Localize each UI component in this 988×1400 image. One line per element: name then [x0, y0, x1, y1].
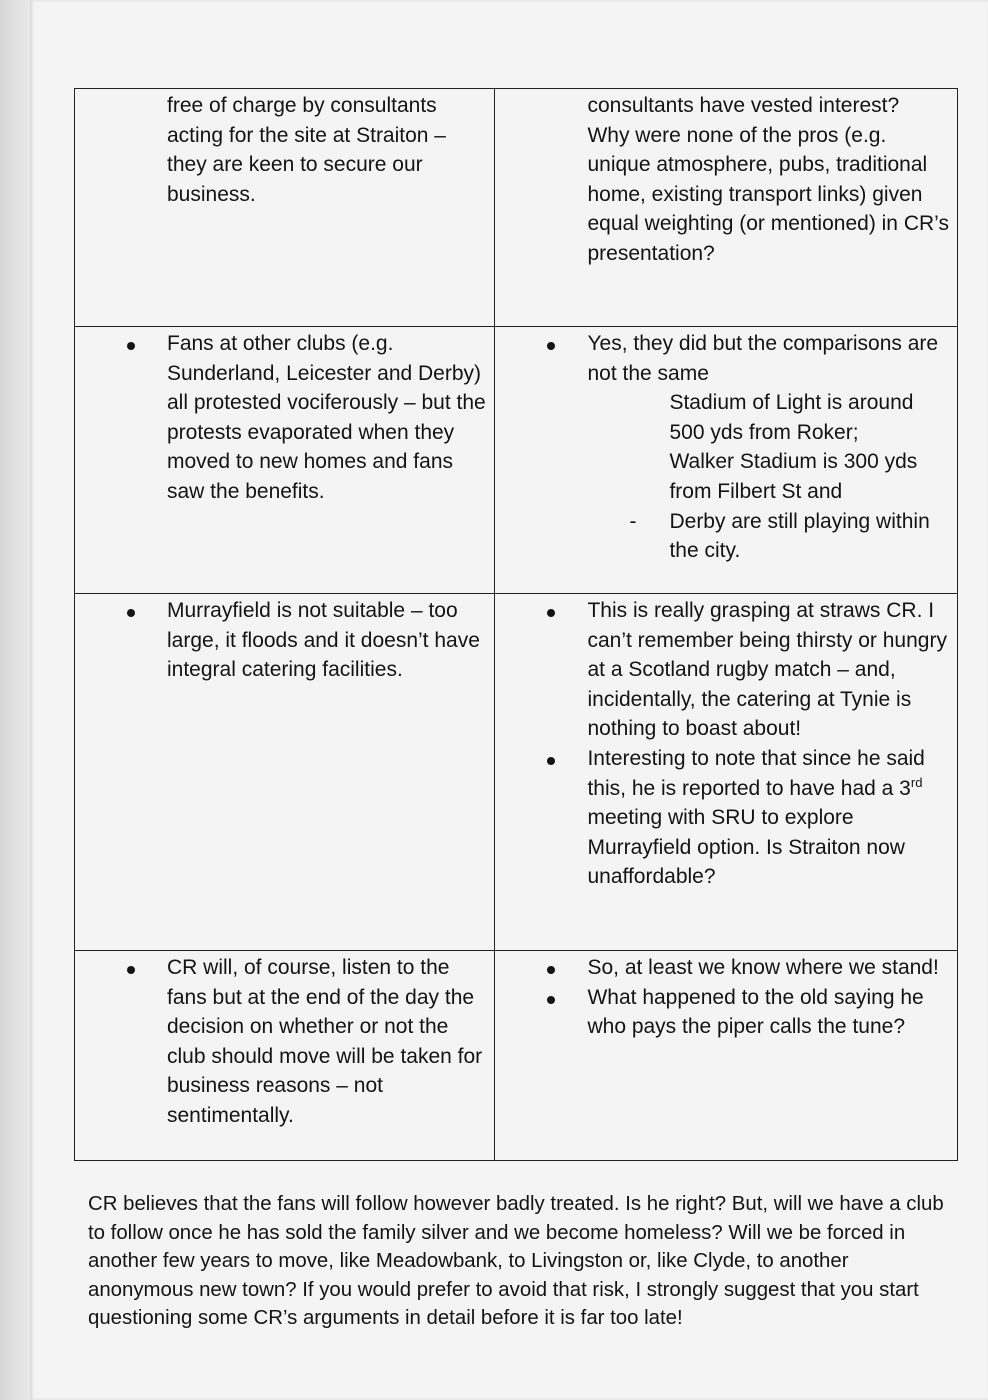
bullet-icon: [127, 342, 135, 350]
table-row: [75, 89, 958, 327]
response-text: consultants have vested interest?: [587, 94, 900, 117]
ordinal-suffix: rd: [910, 774, 923, 790]
book-spine: [0, 0, 30, 1400]
claim-item: [75, 596, 486, 685]
bullet-icon: [547, 757, 555, 765]
response-item: [495, 596, 949, 744]
response-cell: [495, 951, 958, 1161]
table-row: [75, 951, 958, 1161]
comparison-item: Stadium of Light is around 500 yds from Roker;: [669, 391, 914, 444]
bullet-icon: [547, 966, 555, 974]
response-text: Why were none of the pros (e.g. unique atmosphere, pubs, traditional home, existing transport links) given equal weighting (or mentioned) in CR’s presentation?: [587, 123, 949, 265]
comparison-item: [629, 507, 949, 566]
response-cell: [495, 594, 958, 951]
claim-text: CR will, of course, listen to the fans but at the end of the day the decision on whether or not the club should move will be taken for business reasons – not sentimentally.: [167, 956, 483, 1127]
response-item: [495, 983, 949, 1042]
response-cell: [495, 89, 958, 327]
claim-item: [75, 329, 486, 507]
bullet-icon: [547, 609, 555, 617]
claim-cell: [75, 594, 495, 951]
claim-text: Fans at other clubs (e.g. Sunderland, Leicester and Derby) all protested vociferously – but the protests evaporated when they moved to new homes and fans saw the benefits.: [167, 332, 486, 503]
comparison-item: Walker Stadium is 300 yds from Filbert St and: [669, 450, 918, 503]
table-row: [75, 594, 958, 951]
claim-item: [75, 953, 486, 1131]
claim-text: free of charge by consultants acting for the site at Straiton – they are keen to secure our business.: [167, 94, 446, 206]
table-row: [75, 327, 958, 594]
comparison-list: [587, 388, 949, 566]
comparison-text: Derby are still playing within the city.: [669, 509, 930, 563]
dash-marker: -: [629, 509, 637, 533]
response-item: [495, 953, 949, 983]
claim-cell: [75, 327, 495, 594]
bullet-icon: [547, 342, 555, 350]
claim-cell: [75, 951, 495, 1161]
response-text: Yes, they did but the comparisons are not the same: [587, 332, 939, 385]
response-text: This is really grasping at straws CR. I can’t remember being thirsty or hungry at a Scotland rugby match – and, incidentally, the catering at Tynie is nothing to boast about!: [587, 599, 947, 741]
response-text-part: meeting with SRU to explore Murrayfield option. Is Straiton now unaffordable?: [587, 806, 905, 889]
claim-cell: [75, 89, 495, 327]
bullet-icon: [127, 609, 135, 617]
response-text: So, at least we know where we stand!: [587, 956, 939, 979]
response-item: [495, 329, 949, 566]
response-text: [587, 747, 924, 888]
bullet-icon: [547, 996, 555, 1004]
claims-response-table: [74, 88, 958, 1161]
bullet-icon: [127, 966, 135, 974]
response-text-part: Interesting to note that since he said this, he is reported to have had a 3: [587, 746, 925, 800]
closing-paragraph: CR believes that the fans will follow however badly treated. Is he right? But, will we have a club to follow once he has sold the family silver and we become homeless? Will we be forced in another few years to move, like Meadowbank, to Livingston or, like Clyde, to another anonymous new town? If you would prefer to avoid that risk, I strongly suggest that you start questioning some CR’s arguments in detail before it is far too late!: [88, 1193, 944, 1329]
response-item: [495, 744, 949, 892]
claim-text: Murrayfield is not suitable – too large, it floods and it doesn’t have integral catering facilities.: [167, 599, 480, 682]
response-cell: [495, 327, 958, 594]
response-text: What happened to the old saying he who pays the piper calls the tune?: [587, 985, 924, 1039]
